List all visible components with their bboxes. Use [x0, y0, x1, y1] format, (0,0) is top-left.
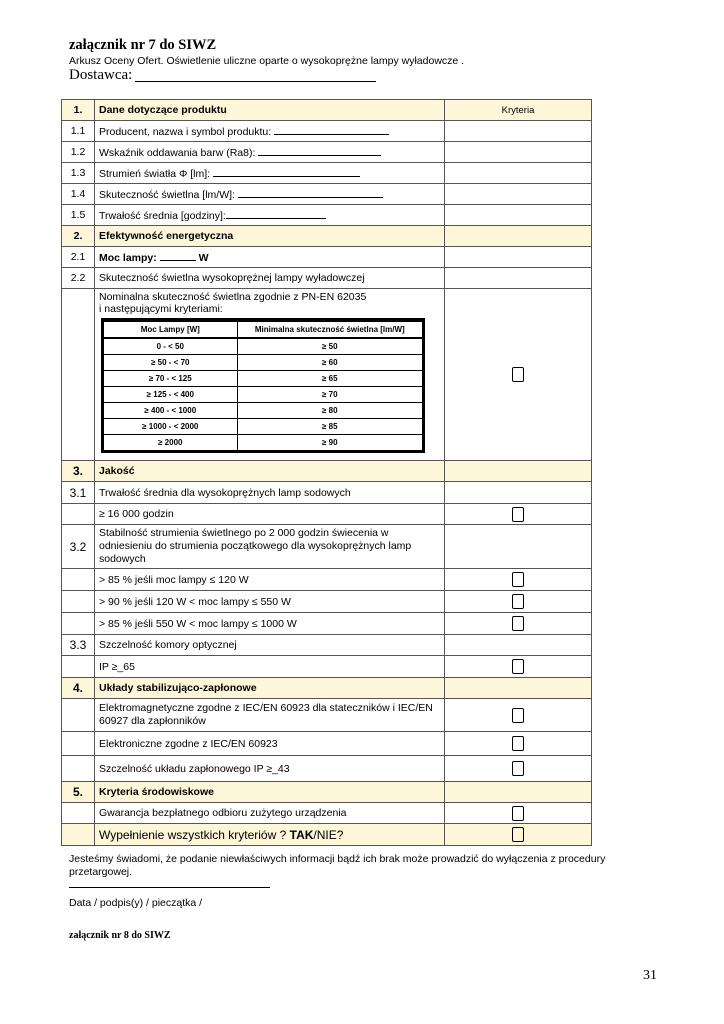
min-efficacy: ≥ 90 — [237, 435, 422, 451]
section-number: 5. — [62, 782, 95, 803]
criteria-cell — [445, 482, 592, 504]
row-text: Skuteczność świetlna wysokoprężnej lampy wyładowczej — [95, 268, 445, 289]
efficacy-table-frame — [101, 318, 425, 453]
power-range: ≥ 2000 — [104, 435, 238, 451]
row-text: ≥ 16 000 godzin — [95, 504, 445, 525]
row-text — [95, 163, 445, 184]
criteria-cell — [445, 824, 592, 846]
min-efficacy: ≥ 50 — [237, 338, 422, 355]
row-text: Elektroniczne zgodne z IEC/EN 60923 — [95, 732, 445, 756]
row-text: Szczelność komory optycznej — [95, 635, 445, 656]
section-number: 3. — [62, 461, 95, 482]
row-text: Trwałość średnia dla wysokoprężnych lamp sodowych — [95, 482, 445, 504]
row-text — [95, 184, 445, 205]
row-text — [95, 142, 445, 163]
page-number: 31 — [643, 968, 657, 983]
supplier-fill-line[interactable] — [135, 81, 376, 82]
criteria-cell — [445, 226, 592, 247]
efficacy-row — [104, 371, 423, 387]
min-efficacy: ≥ 65 — [237, 371, 422, 387]
row-number: 1.4 — [62, 184, 95, 205]
criteria-cell — [445, 613, 592, 635]
row-text — [95, 247, 445, 268]
criteria-cell — [445, 268, 592, 289]
section-row-3 — [62, 461, 592, 482]
table-row — [62, 482, 592, 504]
row-text — [95, 824, 445, 846]
column-header: Moc Lampy [W] — [104, 321, 238, 338]
table-row — [62, 803, 592, 824]
row-number — [62, 569, 95, 591]
criteria-cell — [445, 782, 592, 803]
answer-fill-line[interactable] — [213, 167, 360, 177]
answer-fill-line[interactable] — [226, 209, 326, 219]
no-option[interactable]: /NIE? — [313, 827, 344, 842]
row-text — [95, 205, 445, 226]
row-number — [62, 656, 95, 678]
section-title: Kryteria środowiskowe — [95, 782, 445, 803]
row-label: Producent, nazwa i symbol produktu: — [99, 125, 272, 138]
efficacy-row — [104, 435, 423, 451]
row-text: > 85 % jeśli moc lampy ≤ 120 W — [95, 569, 445, 591]
criteria-cell — [445, 699, 592, 732]
section-row-4 — [62, 678, 592, 699]
row-number: 3.1 — [62, 482, 95, 504]
row-text: > 90 % jeśli 120 W < moc lampy ≤ 550 W — [95, 591, 445, 613]
min-efficacy: ≥ 60 — [237, 355, 422, 371]
power-range: ≥ 50 - < 70 — [104, 355, 238, 371]
criteria-cell — [445, 678, 592, 699]
criteria-cell — [445, 289, 592, 461]
table-row — [62, 121, 592, 142]
table-row — [62, 656, 592, 678]
criteria-cell — [445, 732, 592, 756]
checkbox[interactable] — [512, 806, 524, 821]
row-number — [62, 504, 95, 525]
row-label: Moc lampy: — [99, 251, 157, 264]
row-text — [95, 289, 445, 461]
criteria-cell — [445, 461, 592, 482]
row-label: Skuteczność świetlna [lm/W]: — [99, 188, 235, 201]
table-row — [62, 699, 592, 732]
checkbox[interactable] — [512, 659, 524, 674]
criteria-cell — [445, 525, 592, 569]
signature-label: Data / podpis(y) / pieczątka / — [69, 897, 203, 909]
criteria-cell — [445, 163, 592, 184]
row-label: i następującymi kryteriami: — [99, 303, 223, 315]
document-subtitle: Arkusz Oceny Ofert. Oświetlenie uliczne oparte o wysokoprężne lampy wyładowcze . — [69, 55, 465, 67]
table-row — [62, 205, 592, 226]
criteria-cell — [445, 142, 592, 163]
section-number: 2. — [62, 226, 95, 247]
table-row — [62, 613, 592, 635]
criteria-cell — [445, 205, 592, 226]
power-range: ≥ 125 - < 400 — [104, 387, 238, 403]
yes-option[interactable]: TAK — [289, 827, 314, 842]
row-text: > 85 % jeśli 550 W < moc lampy ≤ 1000 W — [95, 613, 445, 635]
table-row — [62, 142, 592, 163]
table-row — [62, 732, 592, 756]
row-number: 2.2 — [62, 268, 95, 289]
checkbox[interactable] — [512, 736, 524, 751]
section-title: Układy stabilizująco-zapłonowe — [95, 678, 445, 699]
signature-line[interactable] — [69, 887, 270, 888]
answer-fill-line[interactable] — [274, 125, 389, 135]
efficacy-header-row — [104, 321, 423, 338]
efficacy-row — [104, 387, 423, 403]
row-number: 2.1 — [62, 247, 95, 268]
checkbox[interactable] — [512, 594, 524, 609]
table-row — [62, 635, 592, 656]
row-label: Strumień światła Φ [lm]: — [99, 167, 211, 180]
row-number — [62, 824, 95, 846]
criteria-cell — [445, 569, 592, 591]
checkbox[interactable] — [512, 708, 524, 723]
power-range: ≥ 400 - < 1000 — [104, 403, 238, 419]
row-label: Trwałość średnia [godziny]: — [99, 209, 226, 222]
min-efficacy: ≥ 70 — [237, 387, 422, 403]
criteria-header: Kryteria — [445, 100, 592, 121]
efficacy-row — [104, 403, 423, 419]
row-number: 3.3 — [62, 635, 95, 656]
checkbox[interactable] — [512, 572, 524, 587]
table-row — [62, 504, 592, 525]
row-text: Gwarancja bezpłatnego odbioru zużytego urządzenia — [95, 803, 445, 824]
row-number — [62, 699, 95, 732]
efficacy-row — [104, 338, 423, 355]
checkbox[interactable] — [512, 761, 524, 776]
section-number: 1. — [62, 100, 95, 121]
row-text: Szczelność układu zapłonowego IP ≥_43 — [95, 756, 445, 782]
table-row — [62, 247, 592, 268]
section-row-5 — [62, 782, 592, 803]
criteria-cell — [445, 591, 592, 613]
criteria-cell — [445, 656, 592, 678]
checkbox[interactable] — [512, 616, 524, 631]
table-row — [62, 569, 592, 591]
row-number — [62, 289, 95, 461]
table-row — [62, 163, 592, 184]
efficacy-row — [104, 355, 423, 371]
question-text: Wypełnienie wszystkich kryteriów ? — [99, 827, 287, 842]
row-number — [62, 756, 95, 782]
row-text: Stabilność strumienia świetlnego po 2 000 godzin świecenia w odniesieniu do strumienia początkowego dla wysokoprężnych lamp sodowych — [95, 525, 445, 569]
column-header: Minimalna skuteczność świetlna [lm/W] — [237, 321, 422, 338]
table-row — [62, 591, 592, 613]
row-number: 1.3 — [62, 163, 95, 184]
row-number: 1.2 — [62, 142, 95, 163]
criteria-cell — [445, 756, 592, 782]
row-number — [62, 732, 95, 756]
criteria-cell — [445, 121, 592, 142]
checkbox[interactable] — [512, 367, 524, 382]
criteria-cell — [445, 504, 592, 525]
row-number: 1.5 — [62, 205, 95, 226]
row-text — [95, 121, 445, 142]
row-number — [62, 591, 95, 613]
efficacy-table — [103, 320, 423, 451]
answer-fill-line[interactable] — [258, 146, 381, 156]
row-number — [62, 613, 95, 635]
row-label: Nominalna skuteczność świetlna zgodnie z PN-EN 62035 — [99, 291, 367, 303]
power-range: ≥ 1000 - < 2000 — [104, 419, 238, 435]
table-row — [62, 525, 592, 569]
checkbox[interactable] — [512, 507, 524, 522]
section-title: Dane dotyczące produktu — [95, 100, 445, 121]
section-row-1 — [62, 100, 592, 121]
table-row — [62, 289, 592, 461]
criteria-cell — [445, 635, 592, 656]
row-text: Elektromagnetyczne zgodne z IEC/EN 60923 dla stateczników i IEC/EN 60927 dla zapłonników — [95, 699, 445, 732]
row-number: 1.1 — [62, 121, 95, 142]
unit-label: W — [198, 251, 209, 264]
criteria-cell — [445, 803, 592, 824]
section-title: Jakość — [95, 461, 445, 482]
power-range: 0 - < 50 — [104, 338, 238, 355]
next-attachment-title: załącznik nr 8 do SIWZ — [69, 930, 171, 941]
row-number — [62, 803, 95, 824]
answer-fill-line[interactable] — [238, 188, 383, 198]
checkbox[interactable] — [512, 827, 524, 842]
table-row — [62, 756, 592, 782]
awareness-statement: Jesteśmy świadomi, że podanie niewłaściwych informacji bądź ich brak może prowadzić do wyłączenia z procedury przetargowej. — [69, 853, 606, 878]
section-number: 4. — [62, 678, 95, 699]
row-text: IP ≥_65 — [95, 656, 445, 678]
table-row — [62, 824, 592, 846]
row-number: 3.2 — [62, 525, 95, 569]
attachment-title: załącznik nr 7 do SIWZ — [69, 37, 217, 53]
power-range: ≥ 70 - < 125 — [104, 371, 238, 387]
table-row — [62, 184, 592, 205]
supplier-label: Dostawca: — [69, 67, 133, 83]
section-row-2 — [62, 226, 592, 247]
table-row — [62, 268, 592, 289]
efficacy-row — [104, 419, 423, 435]
criteria-cell — [445, 247, 592, 268]
row-label: Wskaźnik oddawania barw (Ra8): — [99, 146, 256, 159]
min-efficacy: ≥ 85 — [237, 419, 422, 435]
section-title: Efektywność energetyczna — [95, 226, 445, 247]
criteria-cell — [445, 184, 592, 205]
power-fill-line[interactable] — [160, 251, 196, 261]
evaluation-table — [61, 99, 592, 846]
min-efficacy: ≥ 80 — [237, 403, 422, 419]
